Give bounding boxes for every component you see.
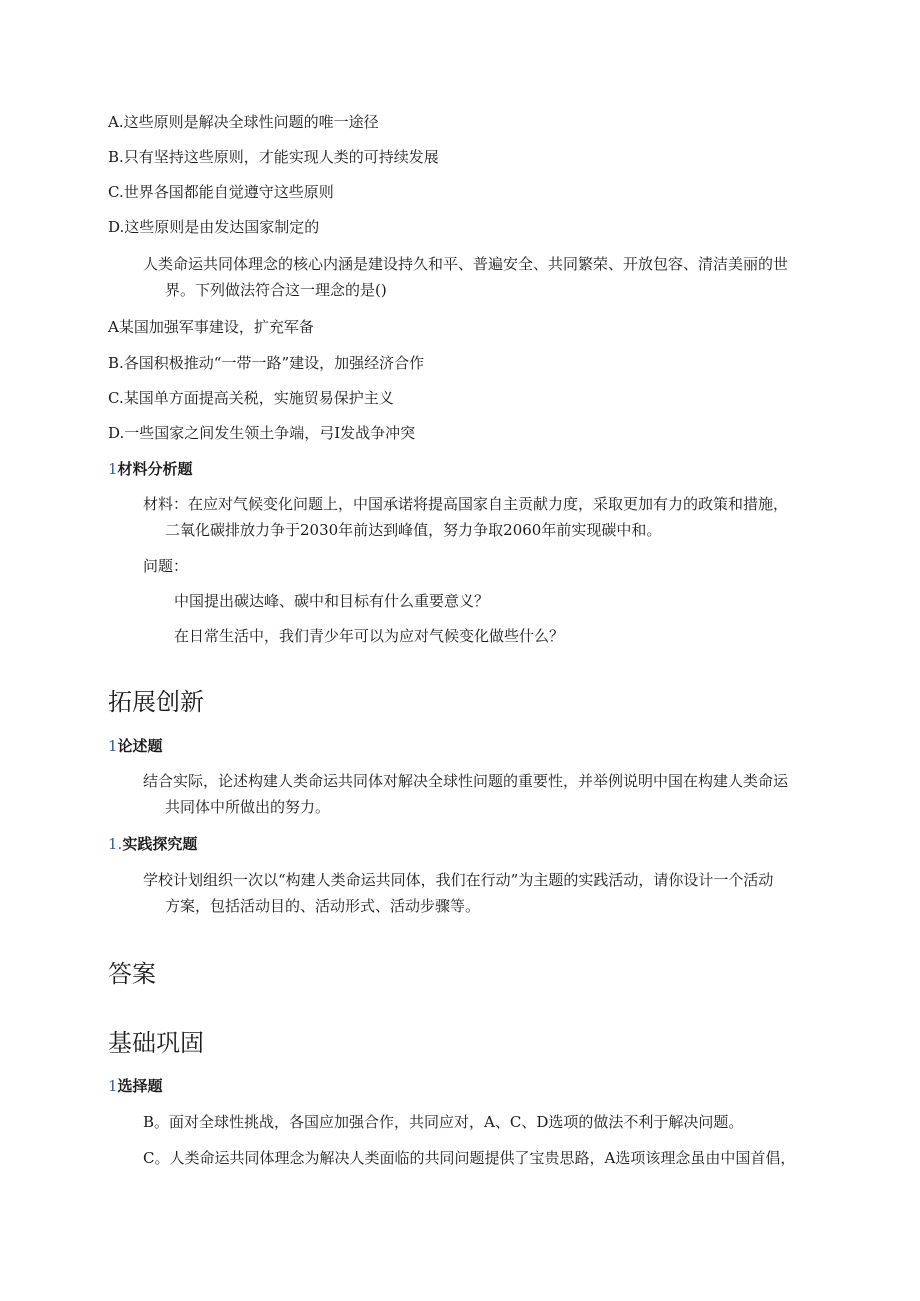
- material-line1: 材料：在应对气候变化问题上，中国承诺将提高国家自主贡献力度，采取更加有力的政策和措施，: [143, 495, 789, 513]
- essay-text: [143, 770, 813, 818]
- section-material-analysis: [108, 458, 193, 480]
- section-choice: [108, 1075, 163, 1097]
- section-essay: [108, 735, 163, 757]
- material-text: [143, 493, 813, 541]
- option-d: D.一些国家之间发生领土争端，弓I发战争冲突: [108, 424, 416, 442]
- option-b: B.各国积极推动“一带一路”建设，加强经济合作: [108, 354, 425, 372]
- option-a: A某国加强军事建设，扩充军备: [108, 318, 314, 336]
- option-d: D.这些原则是由发达国家制定的: [108, 218, 320, 236]
- answer-item: C。人类命运共同体理念为解决人类面临的共同问题提供了宝贵思路，A选项该理念虽由中国首倡，: [143, 1149, 796, 1167]
- section-title: 论述题: [117, 737, 163, 755]
- option-a: A.这些原则是解决全球性问题的唯一途径: [108, 113, 379, 131]
- option-b: B.只有坚持这些原则，才能实现人类的可持续发展: [108, 148, 439, 166]
- section-title: 选择题: [117, 1077, 163, 1095]
- material-line2: 二氧化碳排放力争于2030年前达到峰值，努力争取2060年前实现碳中和。: [165, 521, 662, 539]
- question-item: 在日常生活中，我们青少年可以为应对气候变化做些什么？: [174, 627, 565, 645]
- section-heading-basic: 基础巩固: [108, 1029, 204, 1057]
- section-number: 1: [108, 460, 118, 478]
- essay-line2: 共同体中所做出的努力。: [165, 798, 331, 816]
- option-c: C.世界各国都能自觉遵守这些原则: [108, 183, 334, 201]
- answer-item: B。面对全球性挑战，各国应加强合作，共同应对，A、C、D选项的做法不利于解决问题。: [143, 1113, 744, 1131]
- option-c: C.某国单方面提高关税，实施贸易保护主义: [108, 389, 394, 407]
- essay-line1: 结合实际，论述构建人类命运共同体对解决全球性问题的重要性，并举例说明中国在构建人类命运: [143, 772, 789, 790]
- question-stem-line1: 人类命运共同体理念的核心内涵是建设持久和平、普遍安全、共同繁荣、开放包容、清洁美丽的世: [143, 255, 789, 273]
- section-heading-extend: 拓展创新: [108, 688, 204, 716]
- section-title: 实践探究题: [122, 835, 198, 853]
- section-heading-answer: 答案: [108, 960, 156, 988]
- question-stem: [143, 253, 813, 301]
- question-stem-line2: 界。下列做法符合这一理念的是(): [165, 281, 387, 299]
- question-item: 中国提出碳达峰、碳中和目标有什么重要意义？: [174, 592, 490, 610]
- practice-text: [143, 869, 813, 917]
- question-label: 问题：: [143, 557, 189, 575]
- section-number: 1: [108, 737, 118, 755]
- section-title: 材料分析题: [117, 460, 193, 478]
- section-number: 1: [108, 1077, 118, 1095]
- section-number: 1.: [108, 835, 123, 853]
- practice-line2: 方案，包括活动目的、活动形式、活动步骤等。: [165, 897, 481, 915]
- practice-line1: 学校计划组织一次以“构建人类命运共同体，我们在行动”为主题的实践活动，请你设计一个活动: [143, 871, 774, 889]
- section-practice: [108, 833, 197, 855]
